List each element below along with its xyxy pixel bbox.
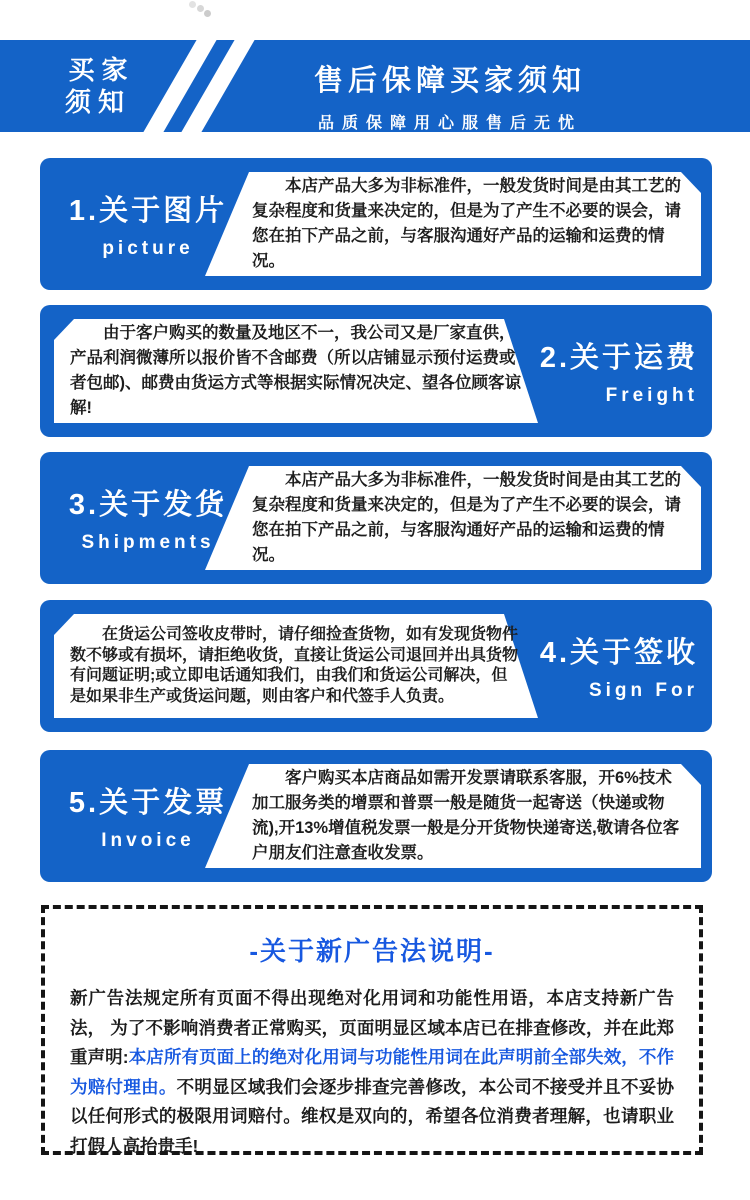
section-body-text: 在货运公司签收皮带时，请仔细捡查货物，如有发现货物件数不够或有损坏，请拒绝收货，直接让货运公司退回并出具货物有问题证明;或立即电话通知我们，由我们和货运公司解决，但是如果非生产或货运问题，则由客户和代签手人负责。 — [70, 626, 519, 705]
section-title-en: Shipments — [81, 532, 215, 553]
notice-text-part2: 不明显区域我们会逐步排查完善修改，本公司不接受并且不妥协以任何形式的极限用词赔付。维权是双向的，希望各位消费者理解，也请职业打假人高抬贵手! — [70, 1076, 675, 1156]
section-title-zh: 3.关于发货 — [68, 489, 228, 521]
section-title-zh: 5.关于发票 — [68, 787, 228, 819]
header-title-block — [250, 58, 650, 133]
buyer-notice-badge: 买家须知 — [64, 55, 135, 117]
ad-law-notice-title: -关于新广告法说明- — [249, 936, 495, 966]
section-body — [70, 319, 522, 423]
page-subtitle: 品质保障用心服售后无忧 — [317, 115, 582, 132]
section-body-text: 本店产品大多为非标准件，一般发货时间是由其工艺的复杂程度和货量来决定的，但是为了产生不必要的误会，请您在拍下产品之前，与客服沟通好产品的运输和运费的情况。 — [252, 471, 681, 564]
section-body — [252, 172, 688, 276]
section-title-zh: 2.关于运费 — [539, 342, 698, 374]
section-title-en: picture — [102, 238, 194, 259]
section-freight — [40, 305, 712, 437]
header-banner — [0, 40, 750, 132]
section-body-text: 本店产品大多为非标准件，一般发货时间是由其工艺的复杂程度和货量来决定的，但是为了产生不必要的误会，请您在拍下产品之前，与客服沟通好产品的运输和运费的情况。 — [252, 177, 681, 270]
decor-dot — [197, 5, 204, 12]
notice-text-part1: 新广告法规定所有页面不得出现绝对化用词和功能性用语，本店支持新广告法， 为了不影响消费者正常购买，页面明显区域本店已在排查修改，并在此郑重声明: — [70, 988, 674, 1067]
section-picture — [40, 158, 712, 290]
section-title-zh: 1.关于图片 — [68, 195, 228, 227]
section-label — [52, 750, 244, 882]
section-sign-for — [40, 600, 712, 732]
decor-dot — [189, 1, 196, 8]
section-body — [70, 614, 522, 718]
decor-dot — [204, 10, 211, 17]
section-body — [252, 764, 688, 868]
section-invoice — [40, 750, 712, 882]
notice-text-highlight: 本店所有页面上的绝对化用词与功能性用词在此声明前全部失效，不作为赔付理由。 — [70, 1047, 674, 1097]
page-title: 售后保障买家须知 — [313, 65, 586, 97]
section-title-en: Freight — [605, 385, 698, 406]
ad-law-notice-box — [41, 905, 703, 1155]
section-body-text: 由于客户购买的数量及地区不一，我公司又是厂家直供，产品利润微薄所以报价皆不含邮费（所以店铺显示预付运费或者包邮)、邮费由货运方式等根据实际情况决定、望各位顾客谅解! — [70, 324, 521, 417]
section-body-text: 客户购买本店商品如需开发票请联系客服，开6%技术加工服务类的增票和普票一般是随货一起寄送（快递或物流),开13%增值税发票一般是分开货物快递寄送,敬请各位客户朋友们注意查收发票。 — [252, 769, 680, 862]
section-title-en: Invoice — [101, 830, 195, 851]
section-title-en: Sign For — [588, 680, 698, 701]
section-body — [252, 466, 688, 570]
section-title-zh: 4.关于签收 — [539, 637, 698, 669]
section-shipments — [40, 452, 712, 584]
section-label — [52, 452, 244, 584]
ad-law-notice-body — [70, 984, 674, 1161]
section-label — [52, 158, 244, 290]
